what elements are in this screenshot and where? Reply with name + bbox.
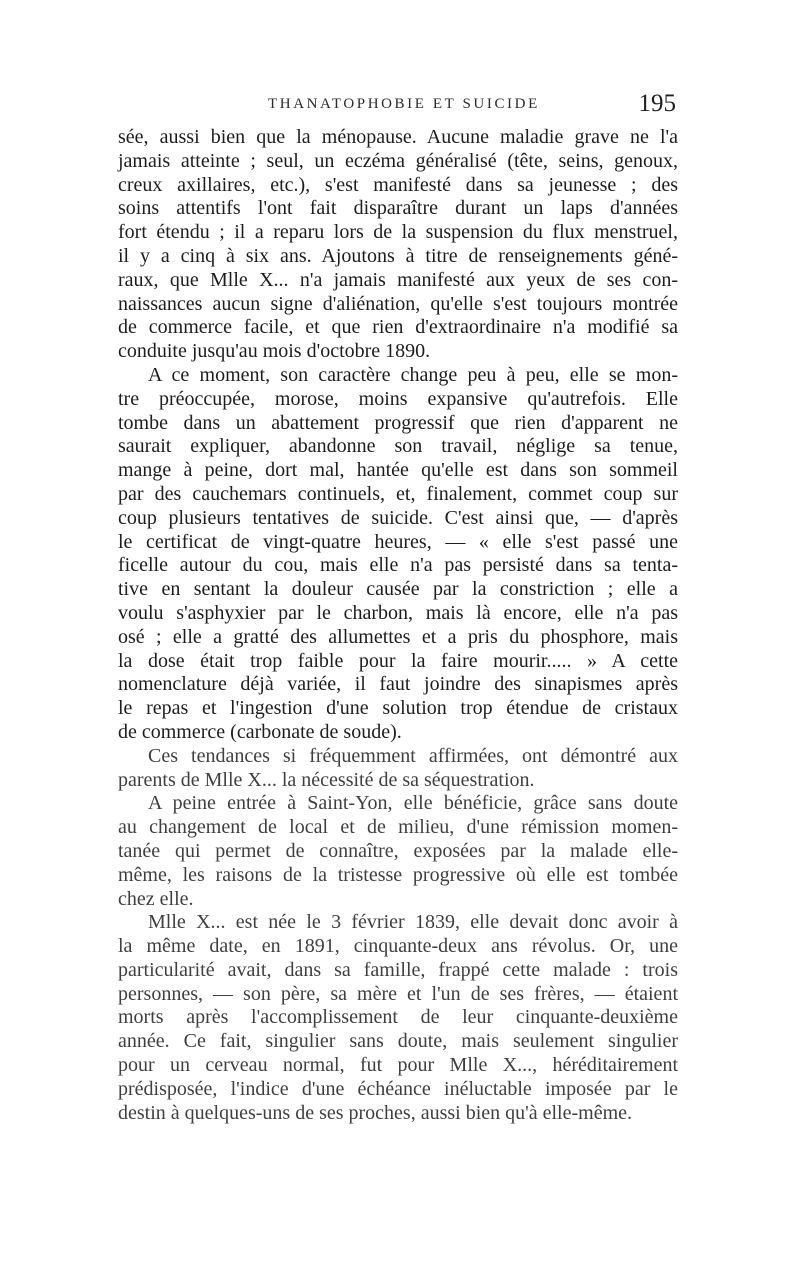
text-line: parents de Mlle X... la nécessité de sa séquestration. — [118, 768, 535, 791]
page-header — [118, 90, 680, 124]
text-line: de commerce (carbonate de soude). — [118, 720, 402, 743]
text-line: soins attentifs l'ont fait disparaître durant un laps d'années — [118, 197, 678, 220]
text-line: le certificat de vingt-quatre heures, — « elle s'est passé une — [118, 530, 678, 553]
text-line: Mlle X... est née le 3 février 1839, elle devait donc avoir à — [148, 911, 678, 934]
text-line: prédisposée, l'indice d'une échéance inéluctable imposée par le — [118, 1077, 678, 1100]
page-number: 195 — [638, 90, 676, 117]
text-line: naissances aucun signe d'aliénation, qu'elle s'est toujours montrée — [118, 292, 678, 315]
text-line: il y a cinq à six ans. Ajoutons à titre de renseignements géné- — [118, 244, 678, 267]
text-line: mange à peine, dort mal, hantée qu'elle est dans son sommeil — [118, 459, 678, 482]
text-line: année. Ce fait, singulier sans doute, mais seulement singulier — [118, 1030, 678, 1053]
text-line: osé ; elle a gratté des allumettes et a pris du phosphore, mais — [118, 625, 678, 648]
running-title: THANATOPHOBIE ET SUICIDE — [268, 96, 540, 112]
text-line: A peine entrée à Saint-Yon, elle bénéficie, grâce sans doute — [148, 792, 678, 815]
text-line: Ces tendances si fréquemment affirmées, ont démontré aux — [148, 744, 678, 767]
text-line: nomenclature déjà variée, il faut joindre des sinapismes après — [118, 673, 678, 696]
text-line: destin à quelques-uns de ses proches, aussi bien qu'à elle-même. — [118, 1101, 633, 1124]
text-line: coup plusieurs tentatives de suicide. C'est ainsi que, — d'après — [118, 506, 678, 529]
text-line: tanée qui permet de connaître, exposées par la malade elle- — [118, 839, 678, 862]
text-line: morts après l'accomplissement de leur cinquante-deuxième — [118, 1006, 678, 1029]
text-line: la dose était trop faible pour la faire mourir..... » A cette — [118, 649, 678, 672]
text-line: personnes, — son père, sa mère et l'un de ses frères, — étaient — [118, 982, 678, 1005]
text-line: creux axillaires, etc.), s'est manifesté dans sa jeunesse ; des — [118, 173, 678, 196]
text-line: saurait expliquer, abandonne son travail, néglige sa tenue, — [118, 435, 678, 458]
text-line: voulu s'asphyxier par le charbon, mais là encore, elle n'a pas — [118, 601, 678, 624]
text-line: raux, que Mlle X... n'a jamais manifesté aux yeux de ses con- — [118, 268, 678, 291]
text-line: ficelle autour du cou, mais elle n'a pas persisté dans sa tenta- — [118, 554, 678, 577]
text-line: par des cauchemars continuels, et, finalement, commet coup sur — [118, 482, 678, 505]
text-line: chez elle. — [118, 887, 194, 910]
text-line: fort étendu ; il a reparu lors de la suspension du flux menstruel, — [118, 221, 678, 244]
text-line: jamais atteinte ; seul, un eczéma généralisé (tête, seins, genoux, — [118, 149, 678, 172]
text-line: tombe dans un abattement progressif que rien d'apparent ne — [118, 411, 678, 434]
text-line: pour un cerveau normal, fut pour Mlle X..., héréditairement — [118, 1054, 678, 1077]
text-line: A ce moment, son caractère change peu à peu, elle se mon- — [148, 363, 678, 386]
text-line: sée, aussi bien que la ménopause. Aucune maladie grave ne l'a — [118, 126, 678, 148]
text-line: particularité avait, dans sa famille, frappé cette malade : trois — [118, 958, 678, 981]
text-line: au changement de local et de milieu, d'une rémission momen- — [118, 816, 678, 839]
text-line: de commerce facile, et que rien d'extraordinaire n'a modifié sa — [118, 316, 678, 339]
text-line: conduite jusqu'au mois d'octobre 1890. — [118, 340, 431, 363]
body-text — [118, 126, 678, 1125]
text-line: le repas et l'ingestion d'une solution trop étendue de cristaux — [118, 697, 678, 720]
text-line: tre préoccupée, morose, moins expansive qu'autrefois. Elle — [118, 387, 678, 410]
text-line: tive en sentant la douleur causée par la constriction ; elle a — [118, 578, 678, 601]
text-line: même, les raisons de la tristesse progressive où elle est tombée — [118, 863, 678, 886]
text-line: la même date, en 1891, cinquante-deux ans révolus. Or, une — [118, 935, 678, 958]
